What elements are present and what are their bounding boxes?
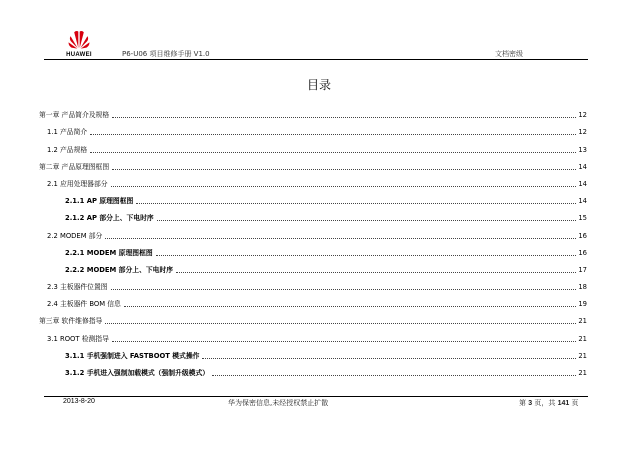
- toc-dot-leader: [124, 306, 577, 307]
- toc-entry[interactable]: [39, 155, 587, 172]
- toc-entry-label: 1.1 产品简介: [47, 128, 88, 137]
- page-prefix: 第: [519, 399, 526, 407]
- toc-entry-label: 2.4 主板器件 BOM 信息: [47, 300, 121, 309]
- table-of-contents: [39, 103, 587, 378]
- toc-entry-page: 21: [578, 317, 587, 326]
- footer-page-number: [519, 398, 579, 408]
- toc-dot-leader: [112, 341, 576, 342]
- toc-dot-leader: [90, 134, 576, 135]
- toc-dot-leader: [105, 323, 576, 324]
- toc-entry-label: 2.2.1 MODEM 原理图框图: [65, 248, 153, 257]
- header-divider: [44, 59, 588, 60]
- toc-dot-leader: [136, 203, 576, 204]
- toc-entry[interactable]: [39, 241, 587, 258]
- toc-entry[interactable]: [39, 292, 587, 309]
- toc-entry-label: 2.2.2 MODEM 部分上、下电时序: [65, 265, 174, 274]
- page-current: 3: [528, 400, 533, 407]
- toc-entry-label: 2.3 主板器件位置图: [47, 283, 108, 292]
- toc-entry-page: 12: [578, 128, 587, 137]
- toc-entry-page: 14: [578, 162, 587, 171]
- toc-entry-page: 19: [578, 300, 587, 309]
- toc-entry-page: 21: [578, 369, 587, 377]
- footer-divider: [44, 396, 588, 397]
- toc-entry-page: 16: [578, 248, 587, 257]
- toc-entry-label: 2.2 MODEM 部分: [47, 231, 103, 240]
- toc-dot-leader: [202, 358, 576, 359]
- toc-entry-page: 21: [578, 334, 587, 343]
- toc-entry-page: 21: [578, 351, 587, 360]
- toc-entry[interactable]: [39, 172, 587, 189]
- page-total: 141: [557, 400, 570, 407]
- toc-entry-page: 15: [578, 214, 587, 223]
- toc-dot-leader: [156, 255, 577, 256]
- toc-entry-page: 12: [578, 111, 587, 120]
- toc-entry-label: 2.1 应用处理器部分: [47, 179, 108, 188]
- toc-entry-page: 18: [578, 283, 587, 292]
- page-middle: 页，共: [534, 399, 556, 407]
- toc-entry-label: 第二章 产品原理图框图: [39, 162, 110, 171]
- toc-entry-label: 1.2 产品规格: [47, 145, 88, 154]
- logo-wordmark: HUAWEI: [66, 52, 92, 58]
- toc-entry-label: 第一章 产品简介及规格: [39, 111, 110, 120]
- toc-entry-page: 16: [578, 231, 587, 240]
- toc-entry[interactable]: [39, 137, 587, 154]
- toc-dot-leader: [90, 152, 576, 153]
- toc-dot-leader: [111, 186, 577, 187]
- toc-entry-page: 14: [578, 179, 587, 188]
- toc-dot-leader: [212, 375, 576, 376]
- toc-entry-label: 2.1.2 AP 部分上、下电时序: [65, 214, 154, 223]
- toc-entry-label: 3.1.2 手机进入强制加载模式（强制升级模式）: [65, 369, 210, 377]
- toc-entry[interactable]: [39, 275, 587, 292]
- toc-dot-leader: [157, 220, 577, 221]
- toc-entry[interactable]: [39, 326, 587, 343]
- huawei-petals-icon: [68, 29, 90, 49]
- toc-entry-page: 14: [578, 197, 587, 206]
- toc-entry[interactable]: [39, 223, 587, 240]
- toc-entry[interactable]: [39, 309, 587, 326]
- toc-dot-leader: [112, 169, 576, 170]
- toc-dot-leader: [111, 289, 577, 290]
- toc-entry[interactable]: [39, 258, 587, 275]
- toc-heading: 目录: [306, 78, 331, 92]
- toc-dot-leader: [105, 238, 576, 239]
- toc-entry[interactable]: [39, 344, 587, 361]
- toc-dot-leader: [176, 272, 576, 273]
- toc-entry-label: 第三章 软件维修指导: [39, 317, 103, 326]
- footer-confidential-notice: 华为保密信息,未经授权禁止扩散: [228, 399, 329, 407]
- page-header: [0, 0, 638, 62]
- document-title: P6-U06 项目维修手册 V1.0: [122, 50, 210, 58]
- toc-entry-label: 2.1.1 AP 原理图框图: [65, 197, 134, 206]
- footer-date: 2013-8-20: [63, 398, 95, 405]
- toc-entry[interactable]: [39, 206, 587, 223]
- toc-entry[interactable]: [39, 361, 587, 378]
- huawei-logo: [60, 29, 98, 61]
- toc-entry[interactable]: [39, 189, 587, 206]
- toc-entry[interactable]: [39, 103, 587, 120]
- toc-entry[interactable]: [39, 120, 587, 137]
- page-suffix: 页: [571, 399, 579, 407]
- toc-entry-page: 13: [578, 145, 587, 154]
- toc-dot-leader: [112, 117, 576, 118]
- toc-entry-label: 3.1 ROOT 检测指导: [47, 334, 109, 343]
- toc-entry-page: 17: [578, 265, 587, 274]
- document-classification: 文档密级: [495, 50, 523, 58]
- toc-entry-label: 3.1.1 手机强制进入 FASTBOOT 模式操作: [65, 351, 200, 360]
